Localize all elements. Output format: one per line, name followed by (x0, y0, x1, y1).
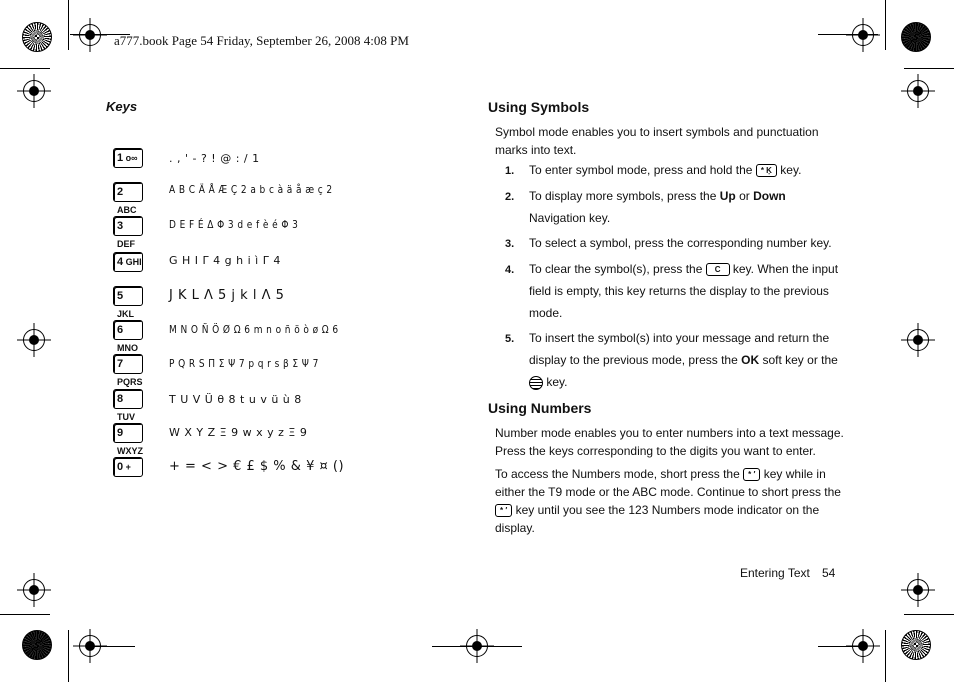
key-2-icon (113, 182, 143, 215)
symbols-intro-line-2: marks into text. (495, 143, 577, 157)
key-label: 6 (117, 324, 124, 336)
key-sub: MNO (117, 343, 138, 353)
step-4-text (529, 258, 841, 324)
key-5-icon (113, 286, 143, 319)
step-text: key. When the input (732, 262, 839, 276)
page-number: 54 (822, 566, 836, 580)
key-9-characters: W X Y Z Ξ 9 w x y z Ξ 9 (169, 426, 308, 439)
key-sub: DEF (117, 239, 135, 249)
para-text: key while in (763, 467, 826, 481)
key-label: 4 (117, 256, 124, 268)
step-number: 5. (505, 333, 515, 345)
numbers-para-2-line-2: either the T9 mode or the ABC mode. Continue to short press the (495, 485, 841, 499)
step-number: 2. (505, 191, 515, 203)
key-6-characters: M N O Ñ Ö Ø Ω 6 m n o ñ ö ò ø Ω 6 (169, 323, 339, 336)
key-4-characters: G H I Γ 4 g h i ì Γ 4 (169, 254, 281, 267)
key-8-icon (113, 389, 143, 422)
crop-line (904, 614, 954, 615)
footer-section-title: Entering Text (740, 566, 810, 580)
step-number: 3. (505, 238, 515, 250)
registration-target-bottom-right (901, 630, 931, 660)
step-number: 4. (505, 264, 515, 276)
step-5-text (529, 327, 841, 393)
step-text: To insert the symbol(s) into your message and return the (529, 331, 830, 345)
step-text: Navigation key. (529, 211, 611, 225)
key-sub: TUV (117, 412, 135, 422)
key-label: 0 (117, 461, 124, 473)
crosshair-mark (852, 24, 874, 46)
step-text: display to the previous mode, press the (529, 353, 742, 367)
keys-title: Keys (106, 99, 138, 114)
step-text: soft key or the (759, 353, 838, 367)
key-1-icon (113, 148, 143, 168)
crop-line (432, 646, 522, 647)
crop-line (0, 614, 50, 615)
step-number: 1. (505, 165, 515, 177)
key-6-icon (113, 320, 143, 353)
key-7-characters: P Q R S Π Σ Ψ 7 p q r s β Σ Ψ 7 (169, 357, 319, 370)
step-text: or (735, 189, 754, 203)
menu-key-icon (529, 376, 543, 390)
registration-target-bottom-left (22, 630, 52, 660)
crosshair-mark (907, 80, 929, 102)
key-sub: WXYZ (117, 446, 143, 456)
up-key-label: Up (719, 189, 736, 203)
crop-line (904, 68, 954, 69)
star-key-icon: * Ķ (756, 164, 777, 177)
key-label: 2 (117, 186, 124, 198)
numbers-para-2-line-1 (495, 465, 826, 483)
file-info-header: a777.book Page 54 Friday, September 26, 2008 4:08 PM (114, 33, 409, 48)
step-text: To clear the symbol(s), press the (529, 262, 703, 276)
key-label: 3 (117, 220, 124, 232)
step-text: To select a symbol, press the corresponding number key. (529, 236, 832, 250)
step-1-text (529, 159, 841, 181)
crosshair-mark (23, 329, 45, 351)
crop-line (818, 34, 878, 35)
crosshair-mark (23, 80, 45, 102)
crosshair-mark (23, 579, 45, 601)
key-9-icon (113, 423, 143, 456)
step-text: field is empty, this key returns the display to the previous (529, 284, 829, 298)
key-7-icon (113, 354, 143, 387)
step-3-text (529, 232, 841, 254)
key-label: 9 (117, 427, 124, 439)
key-sub: JKL (117, 309, 135, 319)
key-sub: ABC (117, 205, 137, 215)
star-key-icon: * ′ (743, 468, 760, 481)
down-key-label: Down (753, 189, 786, 203)
crop-line (885, 630, 886, 682)
symbols-heading: Using Symbols (488, 99, 590, 115)
key-label: 7 (117, 358, 124, 370)
key-sub: PQRS (117, 377, 143, 387)
key-sub: GHI (125, 257, 142, 267)
symbols-intro-line-1: Symbol mode enables you to insert symbols and punctuation (495, 125, 819, 139)
key-2-characters: A B C Ä Å Æ Ç 2 a b c à ä å æ ç 2 (169, 183, 333, 196)
key-0-icon (113, 457, 143, 477)
registration-target-top-left (22, 22, 52, 52)
step-text: key. (546, 375, 568, 389)
crop-line (68, 0, 69, 50)
step-text: mode. (529, 306, 563, 320)
step-2-text (529, 185, 841, 229)
key-label: 5 (117, 290, 124, 302)
step-text: To display more symbols, press the (529, 189, 720, 203)
crop-line (818, 646, 863, 647)
para-text: To access the Numbers mode, short press the (495, 467, 740, 481)
key-label: 8 (117, 393, 124, 405)
crosshair-mark (907, 579, 929, 601)
crosshair-mark (79, 24, 101, 46)
star-key-icon: * ′ (495, 504, 512, 517)
numbers-para-2-line-4: display. (495, 521, 535, 535)
numbers-para-2-line-3 (495, 501, 819, 519)
crop-line (885, 0, 886, 50)
step-text: To enter symbol mode, press and hold the (529, 163, 753, 177)
registration-target-top-right (901, 22, 931, 52)
key-label: 1 (117, 152, 124, 164)
crosshair-mark (907, 329, 929, 351)
key-8-characters: T U V Ü θ 8 t u v ü ù 8 (169, 393, 302, 406)
numbers-heading: Using Numbers (488, 400, 592, 416)
para-text: key until you see the 123 Numbers mode indicator on the (515, 503, 820, 517)
numbers-para-1-line-1: Number mode enables you to enter numbers into a text message. (495, 426, 844, 440)
key-4-icon (113, 252, 143, 272)
crop-line (90, 646, 135, 647)
key-5-characters: J K L Λ 5 j k l Λ 5 (169, 288, 285, 303)
clear-key-icon: C (706, 263, 730, 276)
numbers-para-1-line-2: Press the keys corresponding to the digits you want to enter. (495, 444, 816, 458)
key-sub: o∞ (125, 153, 138, 163)
crop-line (68, 630, 69, 682)
step-text: key. (780, 163, 802, 177)
key-sub: + (125, 462, 131, 472)
crop-line (0, 68, 50, 69)
key-1-characters: . , ' - ? ! @ : / 1 (169, 152, 260, 165)
key-0-characters: + = < > € £ $ % & ¥ ¤ () (169, 459, 345, 474)
key-3-characters: D E F É Δ Φ 3 d e f è é Φ 3 (169, 218, 299, 231)
ok-key-label: OK (741, 353, 760, 367)
key-3-icon (113, 216, 143, 249)
